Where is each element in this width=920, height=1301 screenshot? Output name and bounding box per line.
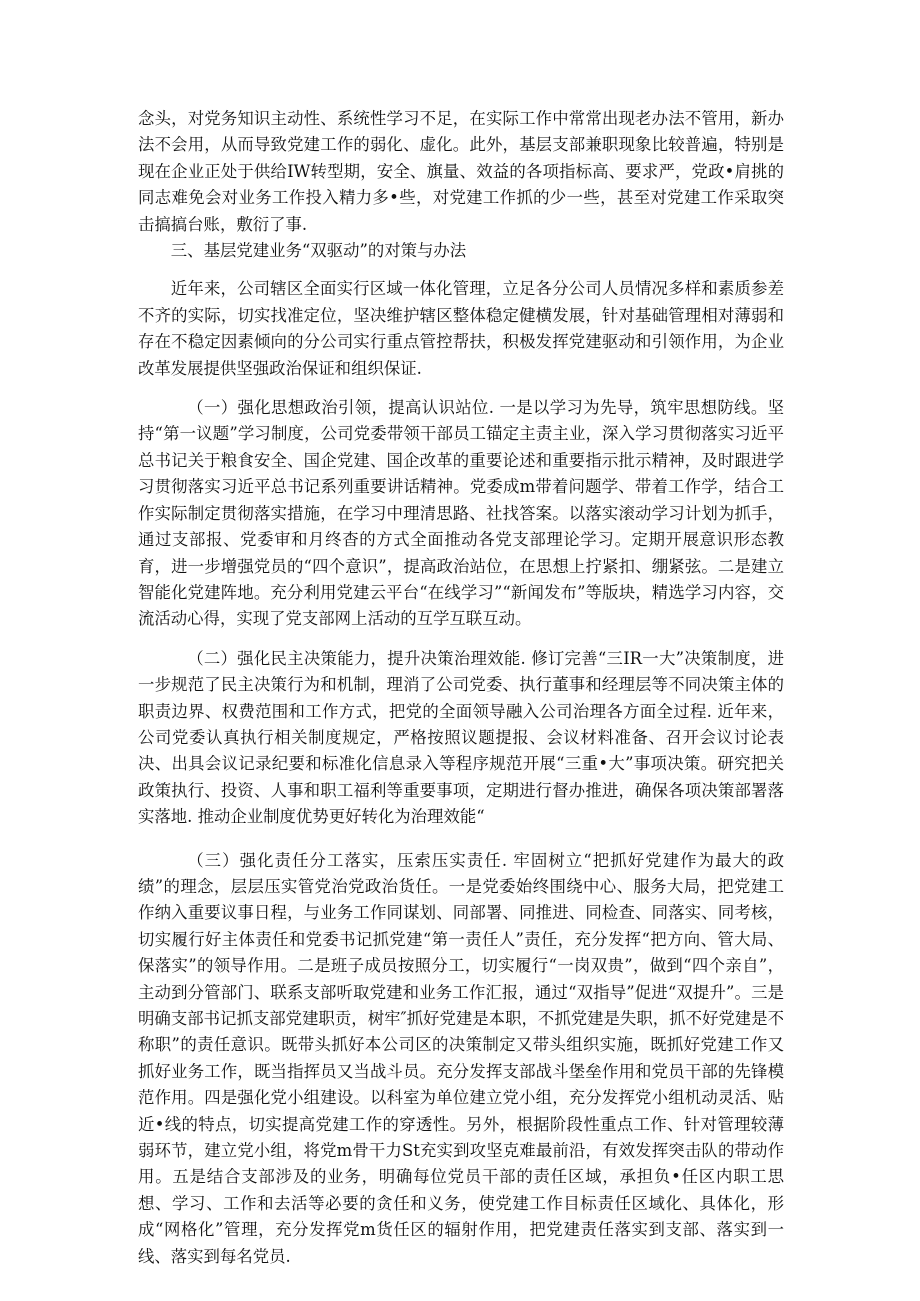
- paragraph-overview: 近年来，公司辖区全面实行区域一体化管理，立足各分公司人员情况多样和素质参差不齐的实际，切实找准定位，坚决维护辖区整体稳定健横发展，针对基础管理相对薄弱和存在不稳定因素倾向的分公司实行重点管控帮扶，积极发挥党建驱动和引领作用，为企业改革发展提供坚强政治保证和组织保证.: [138, 279, 784, 378]
- paragraph-intro: 念头，对党务知识主动性、系统性学习不足，在实际工作中常常出现老办法不管用，新办法不会用，从而导致党建工作的弱化、虚化。此外，基层支部兼职现象比较普遍，特别是现在企业正处于供给IW转型期，安全、旗量、效益的各项指标高、要求严，党政•肩挑的同志难免会对业务工作投入精力多•些，对党建工作抓的少一些，甚至对党建工作采取突击搞搞台账，敷衍了事.: [138, 109, 784, 234]
- paragraph-item-2: （二）强化民主决策能力，提升决策治理效能. 修订完善“三IR一大”决策制度，进一步规范了民主决策行为和机制，理消了公司党委、执行董事和经理层等不同决策主体的职责边界、权费范围和工作方式，把党的全面领导融入公司治理各方面全过程. 近年来，公司党委认真执行相关制度规定，严格按照议题提报、会议材料准备、召开会议讨论表决、出具会议记录纪要和标准化信息录入等程序规范开展“三重•大”事项决策。研究把关政策执行、投资、人事和职工福利等重要事项，定期进行督办推进，确保各项决策部署落实落地. 推动企业制度优势更好转化为治理效能“: [138, 648, 784, 827]
- paragraph-item-3: （三）强化责任分工落实，压索压实责任. 牢固树立“把抓好党建作为最大的政绩”的理念，层层压实管党治党政治货任。一是党委始终围绕中心、服务大局，把党建工作纳入重要议事日程，与业务工作同谋划、同部署、同推进、同检查、同落实、同考核，切实履行好主体责任和党委书记抓党建“第一责任人”责任，充分发挥“把方向、管大局、保落实”的领导作用。二是班子成员按照分工，切实履行“一岗双贵”，做到“四个亲自”，主动到分管部门、联系支部听取党建和业务工作汇报，通过“双指导”促进“双提升”。三是明确支部书记抓支部党建职贡，树牢″抓好党建是本职，不抓党建是失职，抓不好党建是不称职”的责任意识。既带头抓好本公司区的决策制定又带头组织实施，既抓好党建工作又抓好业务工作，既当指挥员又当战斗员。充分发挥支部战斗堡垒作用和党员干部的先锋模范作用。四是强化党小组建设。以科室为单位建立党小组，充分发挥党小组机动灵活、贴近•线的特点，切实提高党建工作的穿透性。另外，根据阶段性重点工作、针对管理较薄弱环节，建立党小组，将党m骨干力St充实到攻坚克难最前沿，有效发挥突击队的带动作用。五是结合支部涉及的业务，明确每位党员干部的责任区域，承担负•任区内职工思想、学习、工作和去活等必要的贪任和义务，使党建工作目标责任区域化、具体化，形成“网格化”管理，充分发挥党m货任区的辐射作用，把党建责任落实到支部、落实到一线、落实到每名党员.: [138, 850, 784, 1266]
- document-page: [138, 106, 784, 1270]
- section-heading-3: 三、基层党建业务“双驱动”的对策与办法: [170, 241, 467, 261]
- paragraph-item-1: （一）强化思想政治引领，提高认识站位. 一是以学习为先导，筑牢思想防线。坚持“第一议题”学习制度，公司党委带领干部员工锚定主责主业，深入学习贯彻落实习近平总书记关于粮食安全、国企党建、国企改革的重要论述和重要指示批示精神，及时跟进学习贯彻落实习近平总书记系列重要讲话精神。党委成m带着问题学、带着工作学，结合工作实际制定贯彻落实措施，在学习中理清思路、社找答案。以落实滚动学习计划为抓手，通过支部报、党委审和月终杳的方式全面推动各党支部理论学习。定期开展意识形态教育，进一步增强党员的“四个意识”，提高政治站位，在思想上拧紧扣、绷紧弦。二是建立智能化党建阵地。充分利用党建云平台“在线学习”“新闻发布”等版块，精选学习内容，交流活动心得，实现了党支部网上活动的互学互联互动。: [138, 398, 784, 629]
